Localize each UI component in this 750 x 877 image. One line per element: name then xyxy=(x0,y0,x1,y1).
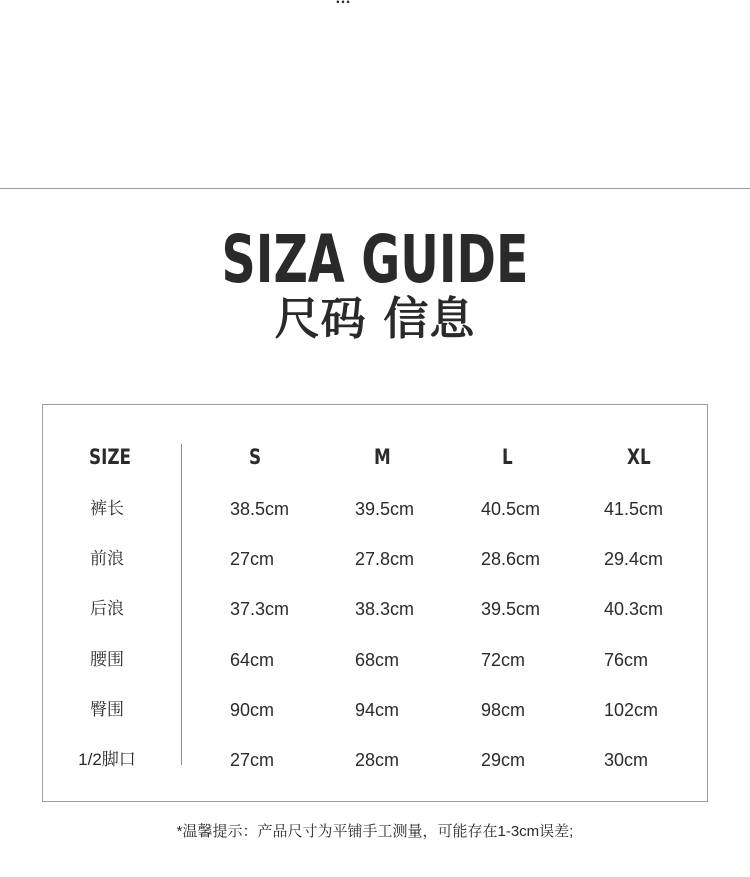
table-cell: 38.5cm xyxy=(230,499,290,519)
table-cell: 39.5cm xyxy=(355,499,415,519)
table-cell: 39.5cm xyxy=(481,599,541,619)
table-header-m: M xyxy=(374,445,391,469)
table-cell: 27cm xyxy=(230,549,275,569)
table-column-divider xyxy=(181,444,182,765)
page-title-chinese: 尺码 信息 xyxy=(274,292,476,345)
row-label: 裤长 xyxy=(90,499,124,518)
table-cell: 94cm xyxy=(355,700,400,720)
measurement-disclaimer: *温馨提示：产品尺寸为平铺手工测量，可能存在1-3cm误差; xyxy=(176,823,574,840)
cropped-heading-fragment xyxy=(335,0,351,8)
table-cell: 40.3cm xyxy=(604,599,664,619)
table-cell: 102cm xyxy=(604,700,659,720)
table-cell: 27.8cm xyxy=(355,549,415,569)
table-header-l: L xyxy=(502,445,513,469)
table-cell: 27cm xyxy=(230,750,275,770)
table-cell: 28cm xyxy=(355,750,400,770)
row-label: 前浪 xyxy=(90,549,124,568)
table-cell: 90cm xyxy=(230,700,275,720)
table-cell: 29.4cm xyxy=(604,549,664,569)
table-cell: 28.6cm xyxy=(481,549,541,569)
table-cell: 37.3cm xyxy=(230,599,290,619)
table-header-size: SIZE xyxy=(89,445,132,469)
table-cell: 76cm xyxy=(604,650,649,670)
row-label: 1/2脚口 xyxy=(78,750,136,769)
table-cell: 29cm xyxy=(481,750,526,770)
table-cell: 72cm xyxy=(481,650,526,670)
table-cell: 98cm xyxy=(481,700,526,720)
table-header-xl: XL xyxy=(627,445,651,469)
page-title-english: SIZA GUIDE xyxy=(221,221,529,298)
table-cell: 40.5cm xyxy=(481,499,541,519)
row-label: 腰围 xyxy=(90,650,124,669)
row-label: 臀围 xyxy=(90,700,124,719)
table-cell: 30cm xyxy=(604,750,649,770)
table-header-s: S xyxy=(249,445,262,469)
table-cell: 41.5cm xyxy=(604,499,664,519)
section-divider xyxy=(0,188,750,189)
table-cell: 38.3cm xyxy=(355,599,415,619)
table-cell: 64cm xyxy=(230,650,275,670)
row-label: 后浪 xyxy=(90,599,124,618)
table-cell: 68cm xyxy=(355,650,400,670)
